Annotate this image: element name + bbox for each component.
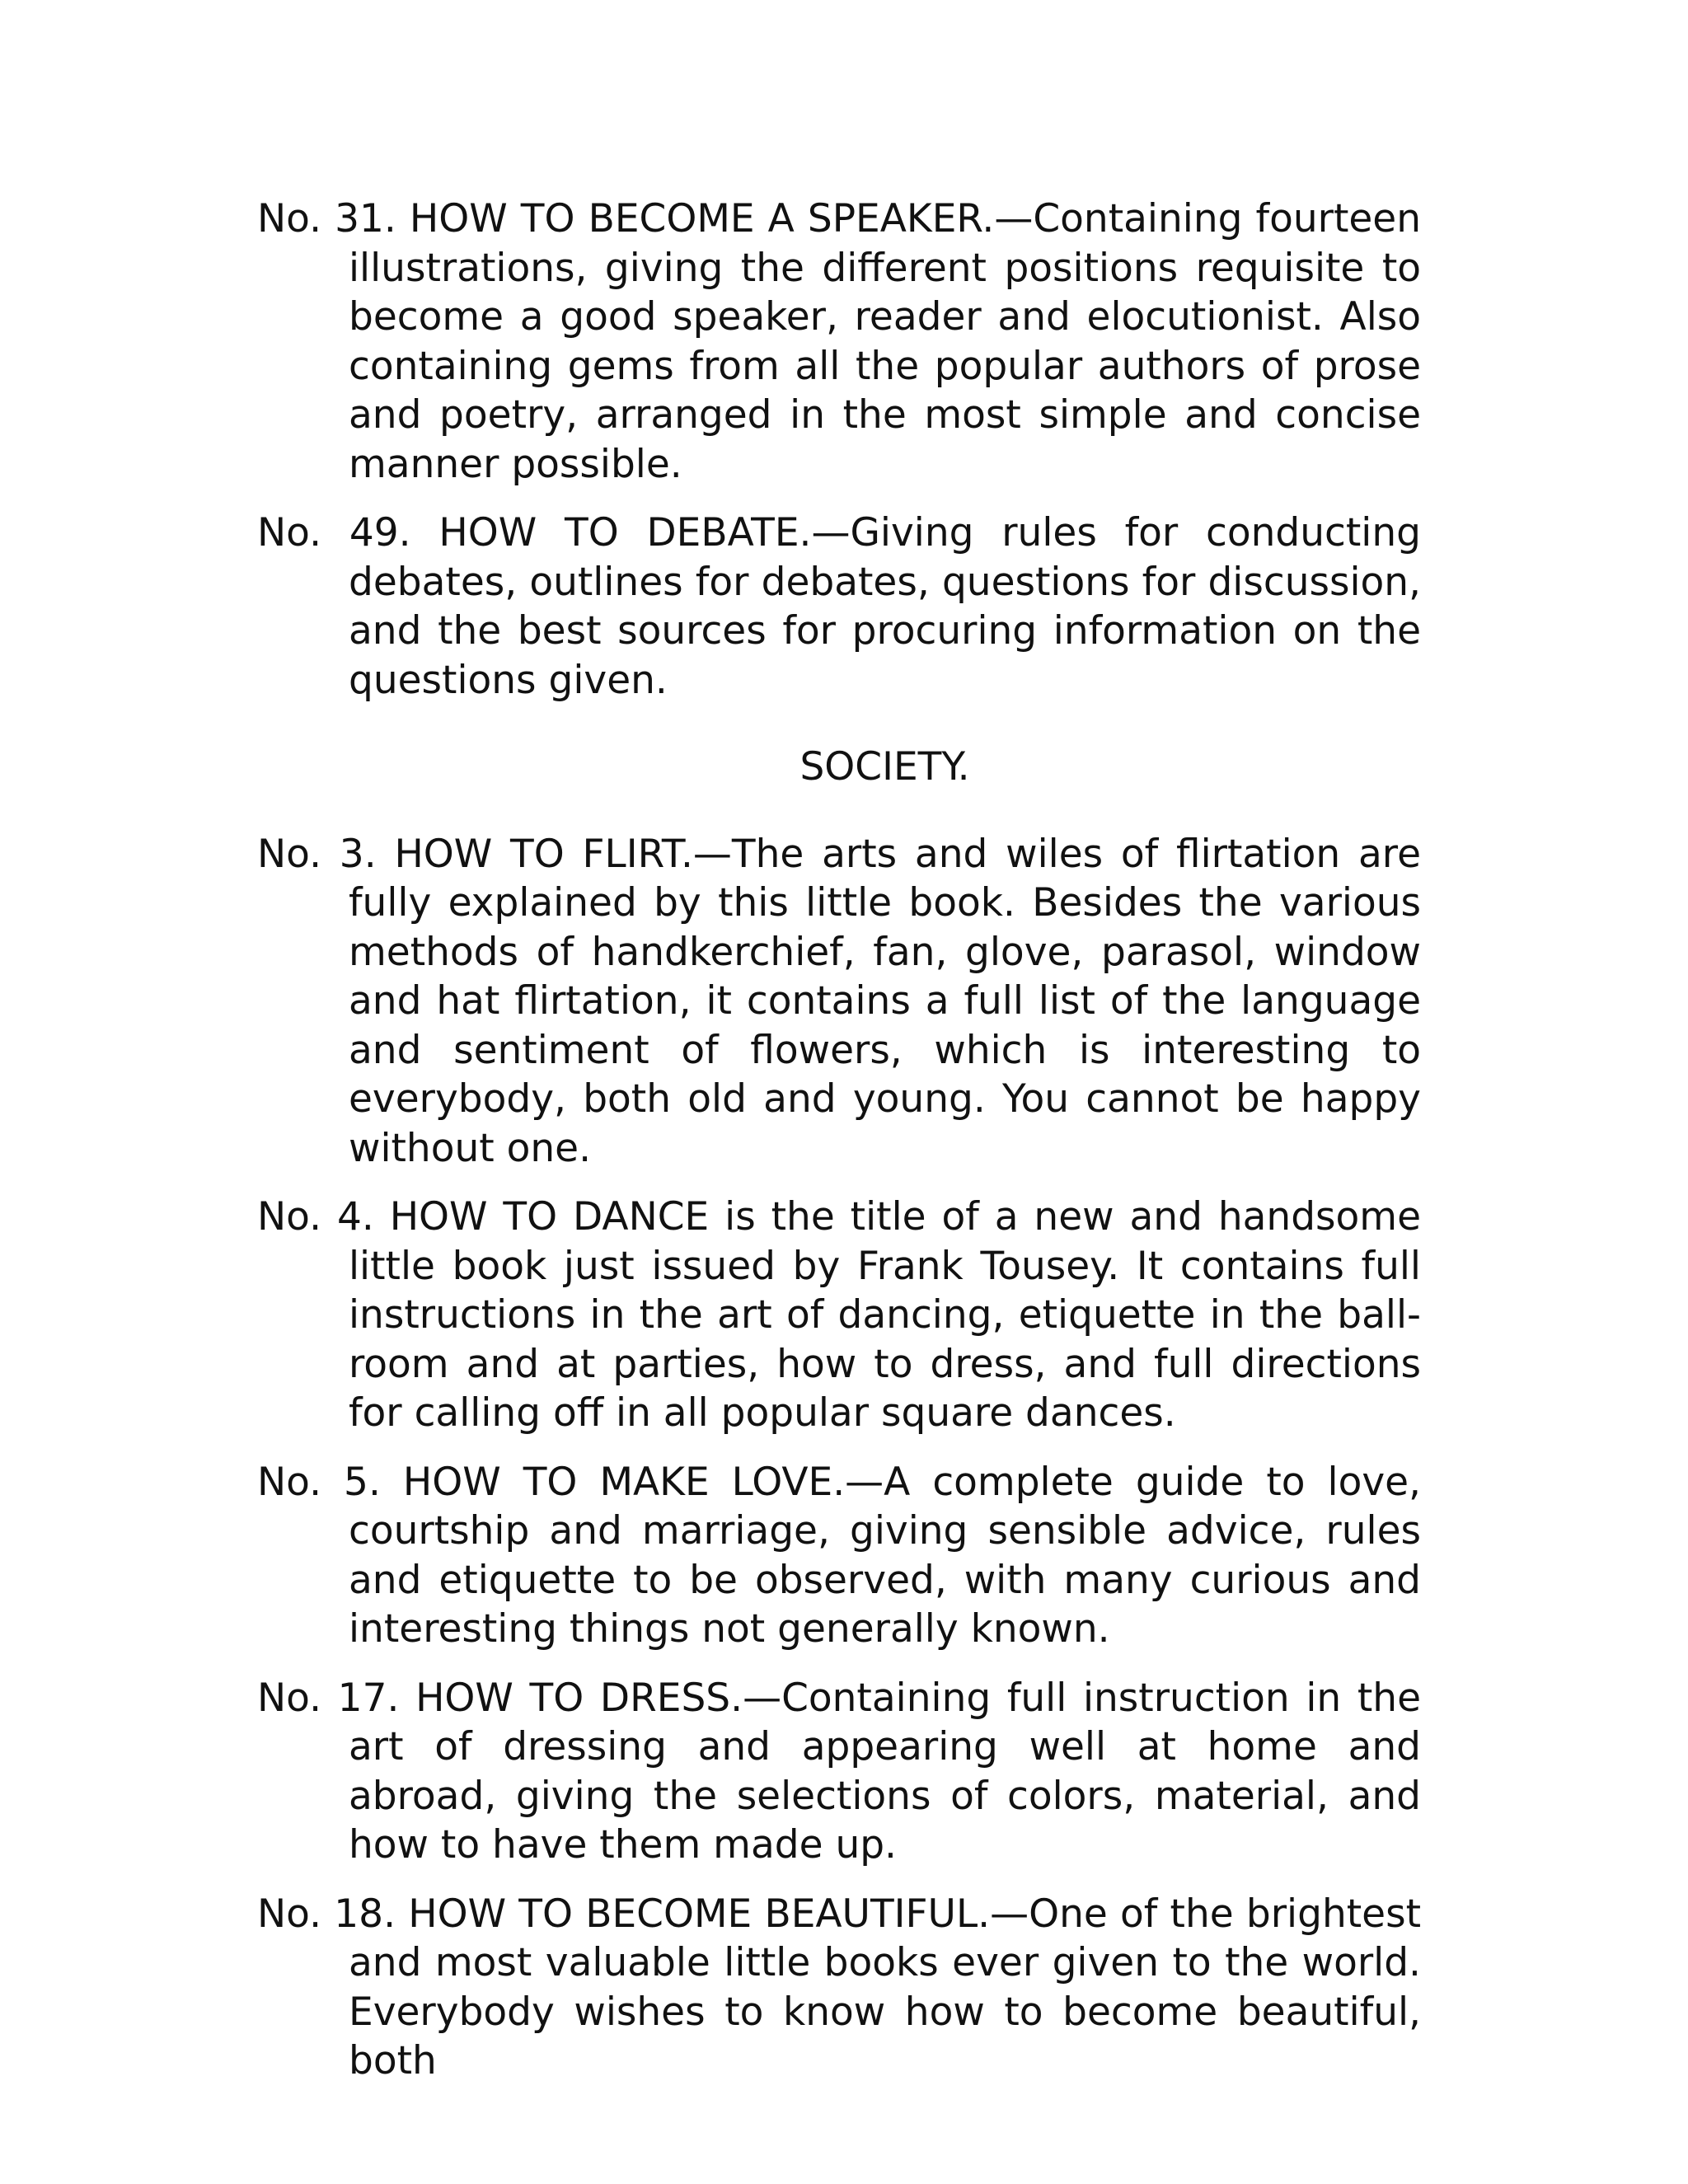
- catalog-entry-5: No. 5. HOW TO MAKE LOVE.—A complete guide to love, courtship and marriage, giving sensible advice, rules and etiquette to be observed, with many curious and interesting things not generally known.: [257, 1459, 1421, 1652]
- catalog-entry-4: No. 4. HOW TO DANCE is the title of a new and handsome little book just issued by Frank Tousey. It contains full instructions in the art of dancing, etiquette in the ball-room and at parties, how to dress, and full directions for calling off in all popular square dances.: [257, 1194, 1421, 1436]
- catalog-entry-18: No. 18. HOW TO BECOME BEAUTIFUL.—One of the brightest and most valuable little books ever given to the world. Everybody wishes to know how to become beautiful, both: [257, 1891, 1421, 2083]
- document-page: [257, 194, 1421, 2106]
- catalog-entry-31: No. 31. HOW TO BECOME A SPEAKER.—Containing fourteen illustrations, giving the different positions requisite to become a good speaker, reader and elocutionist. Also containing gems from all the popular authors of prose and poetry, arranged in the most simple and concise manner possible.: [257, 196, 1421, 487]
- catalog-entry-49: No. 49. HOW TO DEBATE.—Giving rules for conducting debates, outlines for debates, questions for discussion, and the best sources for procuring information on the questions given.: [257, 510, 1421, 703]
- catalog-entry-17: No. 17. HOW TO DRESS.—Containing full instruction in the art of dressing and appearing well at home and abroad, giving the selections of colors, material, and how to have them made up.: [257, 1675, 1421, 1868]
- section-heading-society: SOCIETY.: [799, 744, 970, 790]
- catalog-entry-3: No. 3. HOW TO FLIRT.—The arts and wiles of flirtation are fully explained by this little book. Besides the various methods of handkerchief, fan, glove, parasol, window and hat flirtation, it contains a full list of the language and sentiment of flowers, which is interesting to everybody, both old and young. You cannot be happy without one.: [257, 831, 1421, 1171]
